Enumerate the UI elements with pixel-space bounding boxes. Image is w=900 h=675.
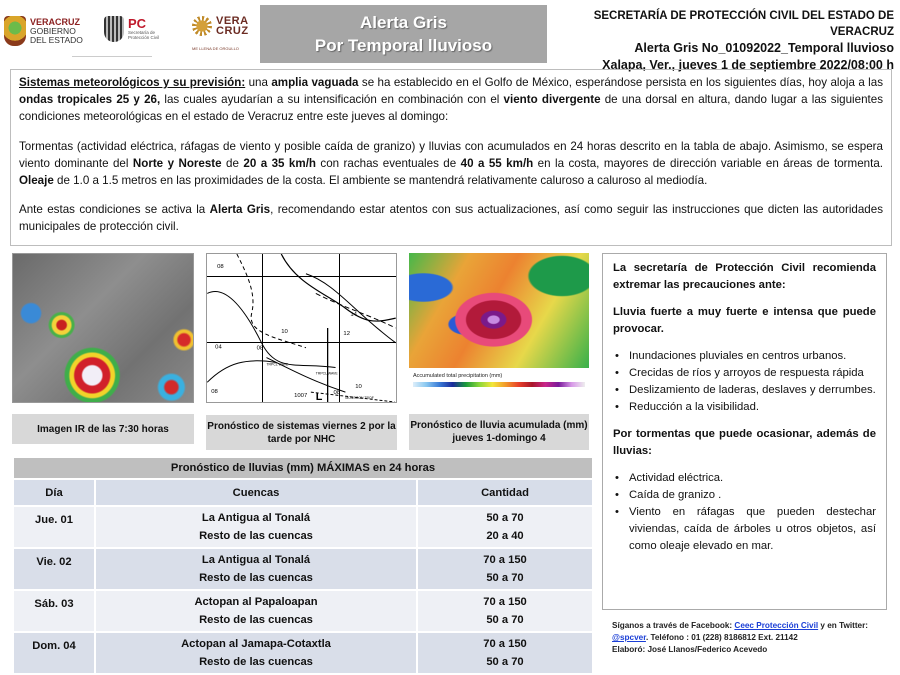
text: una [245,76,272,89]
recommendations-box [602,253,887,610]
amount-value: 50 a 70 [486,572,524,584]
alert-title-banner [260,5,547,63]
emphasis: Norte y Noreste [132,156,222,170]
table-row [13,590,593,632]
list-item: • Reducción a la visibilidad. [613,399,876,416]
accumulated-rain-forecast-map [409,253,589,368]
emphasis: ondas tropicales 25 y 26, [19,93,161,107]
amount-value: 50 a 70 [486,614,524,626]
column-header-basins: Cuencas [95,479,417,506]
text: y en Twitter: [818,621,869,630]
logo-text: GOBIERNO [30,25,76,36]
svg-text:TRPCL WAVE: TRPCL WAVE [315,371,338,376]
veracruz-brand-logo [192,16,249,36]
header-info [550,8,894,74]
logo-text: Protección Civil [128,35,160,40]
list-item: • Viento en ráfagas que pueden destechar viviendas, caída de árboles u otros objetos, así como oleaje elevado en mar. [613,504,876,555]
storm-hazards-heading: Por tormentas que puede ocasionar, además de lluvias: [613,428,876,457]
facebook-link[interactable]: Ceec Protección Civil [734,621,819,630]
amount-value: 50 a 70 [486,512,524,524]
logo-text: Secretaría de [128,30,156,35]
amount-value: 50 a 70 [486,656,524,668]
ir-image-caption: Imagen IR de las 7:30 horas [12,414,194,444]
section-heading: Sistemas meteorológicos y su previsión: [19,76,246,89]
credits: Elaboró: José Llanos/Federico Acevedo [612,645,768,654]
table-title: Pronóstico de lluvias (mm) MÁXIMAS en 24 horas [13,457,593,479]
text: Tormentas (actividad eléctrica, ráfagas de viento y posible caída de granizo) y lluvias con acumulados en 24 horas descrito en la tabla de abajo. Asimismo, se espera viento dominante del [19,139,883,170]
basin-cell [95,548,417,590]
rain-hazards-list [613,348,876,416]
veracruz-government-logo [4,16,83,46]
logo-text: VERACRUZ [30,16,81,27]
proteccion-civil-logo [104,16,159,42]
amount-cell [417,632,593,674]
legend-label: Accumulated total precipitation (mm) [413,373,503,379]
svg-text:MONSOON TROF: MONSOON TROF [345,396,374,401]
svg-text:1007: 1007 [294,393,308,400]
svg-text:08: 08 [256,345,264,352]
basin-name: Resto de las cuencas [199,614,313,626]
svg-text:08: 08 [211,389,218,396]
contact-footer [612,620,894,656]
veracruz-coat-of-arms-icon [4,16,26,46]
day-cell: Jue. 01 [13,506,95,548]
basin-name: Resto de las cuencas [199,530,313,542]
list-item: • Deslizamiento de laderas, deslaves y derrumbes. [613,382,876,399]
text: con rachas eventuales de [316,156,461,170]
list-item: • Inundaciones pluviales en centros urbanos. [613,348,876,365]
nhc-surface-forecast-map [206,253,397,403]
brand-tagline: ME LLENA DE ORGULLO [192,46,239,51]
list-item: • Crecidas de ríos y arroyos de respuesta rápida [613,365,876,382]
basin-name: La Antigua al Tonalá [201,554,311,566]
emphasis: Oleaje [19,174,54,188]
table-row [13,506,593,548]
pc-mark: PC [128,16,147,31]
svg-text:10: 10 [281,328,288,335]
emphasis: 20 a 35 km/h [243,156,316,170]
paragraph-conditions [19,138,883,190]
phone-text: . Teléfono : 01 (228) 8186812 Ext. 21142 [645,633,798,642]
list-item: • Caída de granizo . [613,487,876,504]
text: de 1.0 a 1.5 metros en las proximidades de la costa. El ambiente se mantendrá relativamente caluroso a caluroso al mediodía. [53,174,708,188]
basin-cell [95,632,417,674]
text: de [221,156,244,170]
basin-name: Resto de las cuencas [199,656,313,668]
amount-value: 70 a 150 [483,596,527,608]
precipitation-legend [409,370,589,400]
amount-cell [417,590,593,632]
amount-value: 70 a 150 [483,554,527,566]
twitter-link[interactable]: @spcver [612,633,646,642]
text: de una dorsal en altura, dando lugar a las siguientes condiciones meteorológicas en el estado de Veracruz entre este jueves al domingo: [19,93,883,124]
svg-text:12: 12 [343,330,351,337]
logo-text: DEL ESTADO [30,34,83,45]
organization-name: SECRETARÍA DE PROTECCIÓN CIVIL DEL ESTADO DE VERACRUZ [593,10,894,38]
pc-building-icon [104,16,124,42]
emphasis: 40 a 55 km/h [460,156,534,170]
list-item: • Actividad eléctrica. [613,470,876,487]
alert-id: Alerta Gris No_01092022_Temporal lluvioso [634,41,894,55]
text: las cuales ayudarían a su intensificación en combinación con el [160,93,504,107]
basin-name: Actopan al Papaloapan [194,596,318,608]
rain-map-caption: Pronóstico de lluvia acumulada (mm) jueves 1-domingo 4 [409,414,589,450]
table-row [13,548,593,590]
rainfall-forecast-table [12,456,594,675]
text: en la costa, mayores de dirección variable en áreas de tormenta. [533,156,883,170]
basin-cell [95,590,417,632]
sun-flower-icon [192,16,212,36]
ir-satellite-image [12,253,194,403]
text: Ante estas condiciones se activa la [19,203,210,217]
divider [72,56,152,57]
basin-cell [95,506,417,548]
color-scale-bar [413,382,585,387]
forecast-summary [10,69,892,246]
column-header-day: Día [13,479,95,506]
svg-text:TRPCL WAVE: TRPCL WAVE [266,362,289,367]
basin-name: Resto de las cuencas [199,572,313,584]
svg-text:08: 08 [217,263,224,270]
day-cell: Dom. 04 [13,632,95,674]
storm-hazards-list [613,470,876,555]
paragraph-systems [19,74,883,126]
emphasis: amplia vaguada [271,76,359,89]
alert-subtitle: Por Temporal lluvioso [314,36,493,55]
paragraph-alert [19,201,883,235]
svg-text:04: 04 [215,344,222,351]
map-lines-icon [207,254,396,402]
header-logos [0,6,258,60]
emphasis: viento divergente [503,93,601,107]
text: se ha establecido en el Golfo de México, esperándose persista en los siguientes días, hoy aloja a las [358,76,883,89]
emphasis: Alerta Gris [209,203,271,217]
table-row [13,632,593,674]
logo-text: CRUZ [216,25,249,37]
svg-text:L: L [315,391,323,402]
basin-name: Actopan al Jamapa-Cotaxtla [181,638,331,650]
logo-text: VERA [216,15,249,27]
amount-value: 20 a 40 [486,530,524,542]
nhc-map-caption: Pronóstico de sistemas viernes 2 por la tarde por NHC [206,415,397,450]
svg-text:14: 14 [350,312,357,319]
column-header-amount: Cantidad [417,479,593,506]
amount-cell [417,506,593,548]
rain-hazards-heading: Lluvia fuerte a muy fuerte e intensa que puede provocar. [613,306,876,335]
alert-title: Alerta Gris [360,13,447,32]
amount-cell [417,548,593,590]
basin-name: La Antigua al Tonalá [201,512,311,524]
amount-value: 70 a 150 [483,638,527,650]
text: Síganos a través de Facebook: [612,621,735,630]
svg-text:10: 10 [355,384,362,391]
svg-text:08: 08 [333,390,341,397]
text: , recomendando estar atentos con sus actualizaciones, así como seguir las instrucciones que dicten las autoridades municipales de protección civil. [19,203,883,234]
place-date: Xalapa, Ver., jueves 1 de septiembre 2022/08:00 h [602,58,894,72]
day-cell: Sáb. 03 [13,590,95,632]
day-cell: Vie. 02 [13,548,95,590]
recommendations-heading: La secretaría de Protección Civil recomienda extremar las precauciones ante: [613,262,876,291]
